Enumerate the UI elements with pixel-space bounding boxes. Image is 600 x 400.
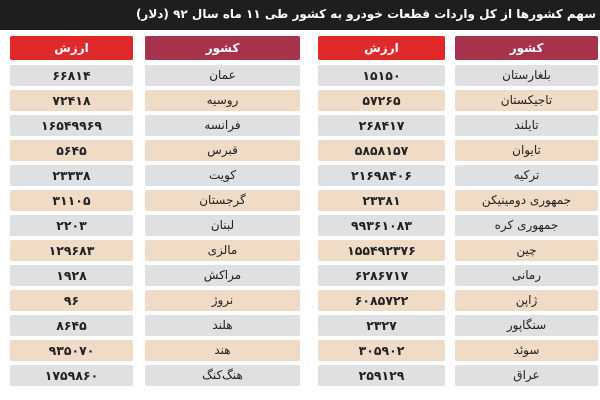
value-cell: ۱۷۵۹۸۶۰ [10,365,133,386]
table-row [10,65,300,86]
table-body [10,65,300,386]
country-cell: قبرس [145,140,300,161]
country-cell: عراق [455,365,598,386]
table-header [10,36,300,60]
country-cell: روسیه [145,90,300,111]
value-cell: ۵۷۲۶۵ [318,90,445,111]
table-row [318,165,598,186]
table-row [318,215,598,236]
value-cell: ۱۵۵۴۹۲۳۷۶ [318,240,445,261]
country-cell: سنگاپور [455,315,598,336]
table-row [10,90,300,111]
value-cell: ۹۶ [10,290,133,311]
table-row [10,315,300,336]
table-row [318,65,598,86]
value-cell: ۳۰۵۹۰۲ [318,340,445,361]
table-row [318,315,598,336]
value-cell: ۶۰۸۵۷۲۲ [318,290,445,311]
value-cell: ۵۸۵۸۱۵۷ [318,140,445,161]
country-cell: رمانی [455,265,598,286]
value-cell: ۹۳۵۰۷۰ [10,340,133,361]
country-cell: تاجیکستان [455,90,598,111]
value-cell: ۲۵۹۱۲۹ [318,365,445,386]
table-row [318,290,598,311]
country-cell: فرانسه [145,115,300,136]
value-cell: ۲۶۸۴۱۷ [318,115,445,136]
country-cell: کویت [145,165,300,186]
table-row [318,115,598,136]
table-row [10,190,300,211]
table-header [318,36,598,60]
value-cell: ۱۶۵۴۹۹۶۹ [10,115,133,136]
value-cell: ۵۶۴۵ [10,140,133,161]
value-column-header: ارزش [318,36,445,60]
country-cell: لبنان [145,215,300,236]
value-cell: ۹۹۳۶۱۰۸۳ [318,215,445,236]
country-cell: تایلند [455,115,598,136]
value-cell: ۸۶۴۵ [10,315,133,336]
table-row [318,140,598,161]
country-table-left [10,36,300,390]
table-row [10,340,300,361]
table-row [10,290,300,311]
value-cell: ۱۲۹۶۸۳ [10,240,133,261]
country-column-header: کشور [145,36,300,60]
value-cell: ۱۵۱۵۰ [318,65,445,86]
value-cell: ۲۱۶۹۸۴۰۶ [318,165,445,186]
value-cell: ۲۳۳۸۱ [318,190,445,211]
value-cell: ۲۳۲۷ [318,315,445,336]
value-cell: ۲۳۳۳۸ [10,165,133,186]
country-cell: هلند [145,315,300,336]
country-cell: گرجستان [145,190,300,211]
table-row [318,365,598,386]
table-row [10,265,300,286]
table-row [10,365,300,386]
country-cell: ترکیه [455,165,598,186]
value-cell: ۷۲۴۱۸ [10,90,133,111]
country-cell: هند [145,340,300,361]
table-row [318,190,598,211]
table-row [318,240,598,261]
country-cell: هنگ‌کنگ [145,365,300,386]
table-row [318,265,598,286]
country-cell: چین [455,240,598,261]
value-cell: ۳۱۱۰۵ [10,190,133,211]
value-cell: ۶۲۸۶۷۱۷ [318,265,445,286]
country-cell: مراکش [145,265,300,286]
table-row [318,90,598,111]
country-cell: بلغارستان [455,65,598,86]
country-table-right [318,36,598,390]
table-row [10,115,300,136]
table-row [10,165,300,186]
value-cell: ۱۹۲۸ [10,265,133,286]
table-body [318,65,598,386]
value-cell: ۶۶۸۱۴ [10,65,133,86]
country-column-header: کشور [455,36,598,60]
table-row [318,340,598,361]
table-row [10,240,300,261]
value-cell: ۲۲۰۳ [10,215,133,236]
country-cell: سوئد [455,340,598,361]
table-row [10,140,300,161]
country-cell: جمهوری کره [455,215,598,236]
value-column-header: ارزش [10,36,133,60]
country-cell: نروژ [145,290,300,311]
country-cell: مالزی [145,240,300,261]
country-cell: ژاپن [455,290,598,311]
table-row [10,215,300,236]
page-title: سهم کشورها از کل واردات قطعات خودرو به کشور طی ۱۱ ماه سال ۹۲ (دلار) [0,0,600,30]
country-cell: جمهوری دومینیکن [455,190,598,211]
country-cell: عمان [145,65,300,86]
country-cell: تایوان [455,140,598,161]
